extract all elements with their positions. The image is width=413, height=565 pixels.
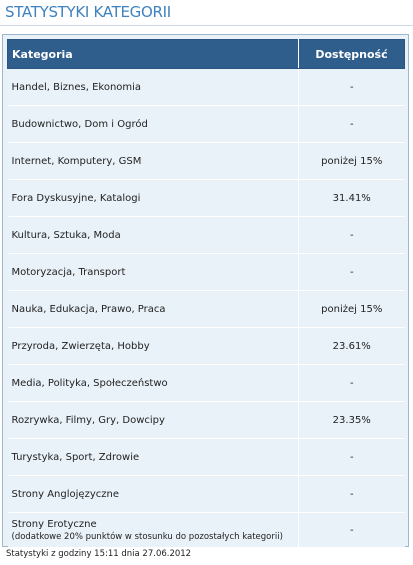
category-cell: Media, Polityka, Społeczeństwo	[8, 365, 299, 402]
stats-timestamp: Statystyki z godziny 15:11 dnia 27.06.2012	[6, 549, 192, 559]
table-row	[8, 143, 405, 180]
column-header-category: Kategoria	[8, 40, 299, 69]
availability-cell: poniżej 15%	[299, 291, 405, 328]
availability-cell: poniżej 15%	[299, 143, 405, 180]
category-cell: Strony Anglojęzyczne	[8, 476, 299, 513]
table-row	[8, 106, 405, 143]
category-stats-panel	[2, 34, 409, 547]
availability-cell: -	[299, 476, 405, 513]
category-stats-table	[7, 39, 405, 548]
page-title: STATYSTYKI KATEGORII	[5, 3, 171, 21]
category-cell	[8, 513, 299, 548]
table-row	[8, 254, 405, 291]
table-row	[8, 513, 405, 548]
category-cell: Nauka, Edukacja, Prawo, Praca	[8, 291, 299, 328]
table-row	[8, 365, 405, 402]
category-cell: Rozrywka, Filmy, Gry, Dowcipy	[8, 402, 299, 439]
table-row	[8, 402, 405, 439]
title-divider	[0, 25, 413, 26]
category-cell: Fora Dyskusyjne, Katalogi	[8, 180, 299, 217]
table-header-row	[8, 40, 405, 69]
availability-cell: -	[299, 69, 405, 106]
category-cell: Przyroda, Zwierzęta, Hobby	[8, 328, 299, 365]
table-row	[8, 217, 405, 254]
table-row	[8, 476, 405, 513]
availability-cell: 23.61%	[299, 328, 405, 365]
category-label: Strony Erotyczne	[11, 518, 97, 530]
availability-cell: 31.41%	[299, 180, 405, 217]
table-row	[8, 180, 405, 217]
availability-cell: -	[299, 254, 405, 291]
availability-cell: -	[299, 365, 405, 402]
table-row	[8, 328, 405, 365]
category-cell: Internet, Komputery, GSM	[8, 143, 299, 180]
table-row	[8, 69, 405, 106]
category-note: (dodatkowe 20% punktów w stosunku do pozostałych kategorii)	[11, 531, 283, 542]
availability-cell: -	[299, 513, 405, 548]
availability-cell: -	[299, 439, 405, 476]
table-row	[8, 291, 405, 328]
table-row	[8, 439, 405, 476]
availability-cell: -	[299, 217, 405, 254]
availability-cell: -	[299, 106, 405, 143]
category-cell: Budownictwo, Dom i Ogród	[8, 106, 299, 143]
column-header-availability: Dostępność	[299, 40, 405, 69]
availability-cell: 23.35%	[299, 402, 405, 439]
category-cell: Turystyka, Sport, Zdrowie	[8, 439, 299, 476]
category-cell: Kultura, Sztuka, Moda	[8, 217, 299, 254]
category-cell: Handel, Biznes, Ekonomia	[8, 69, 299, 106]
category-cell: Motoryzacja, Transport	[8, 254, 299, 291]
